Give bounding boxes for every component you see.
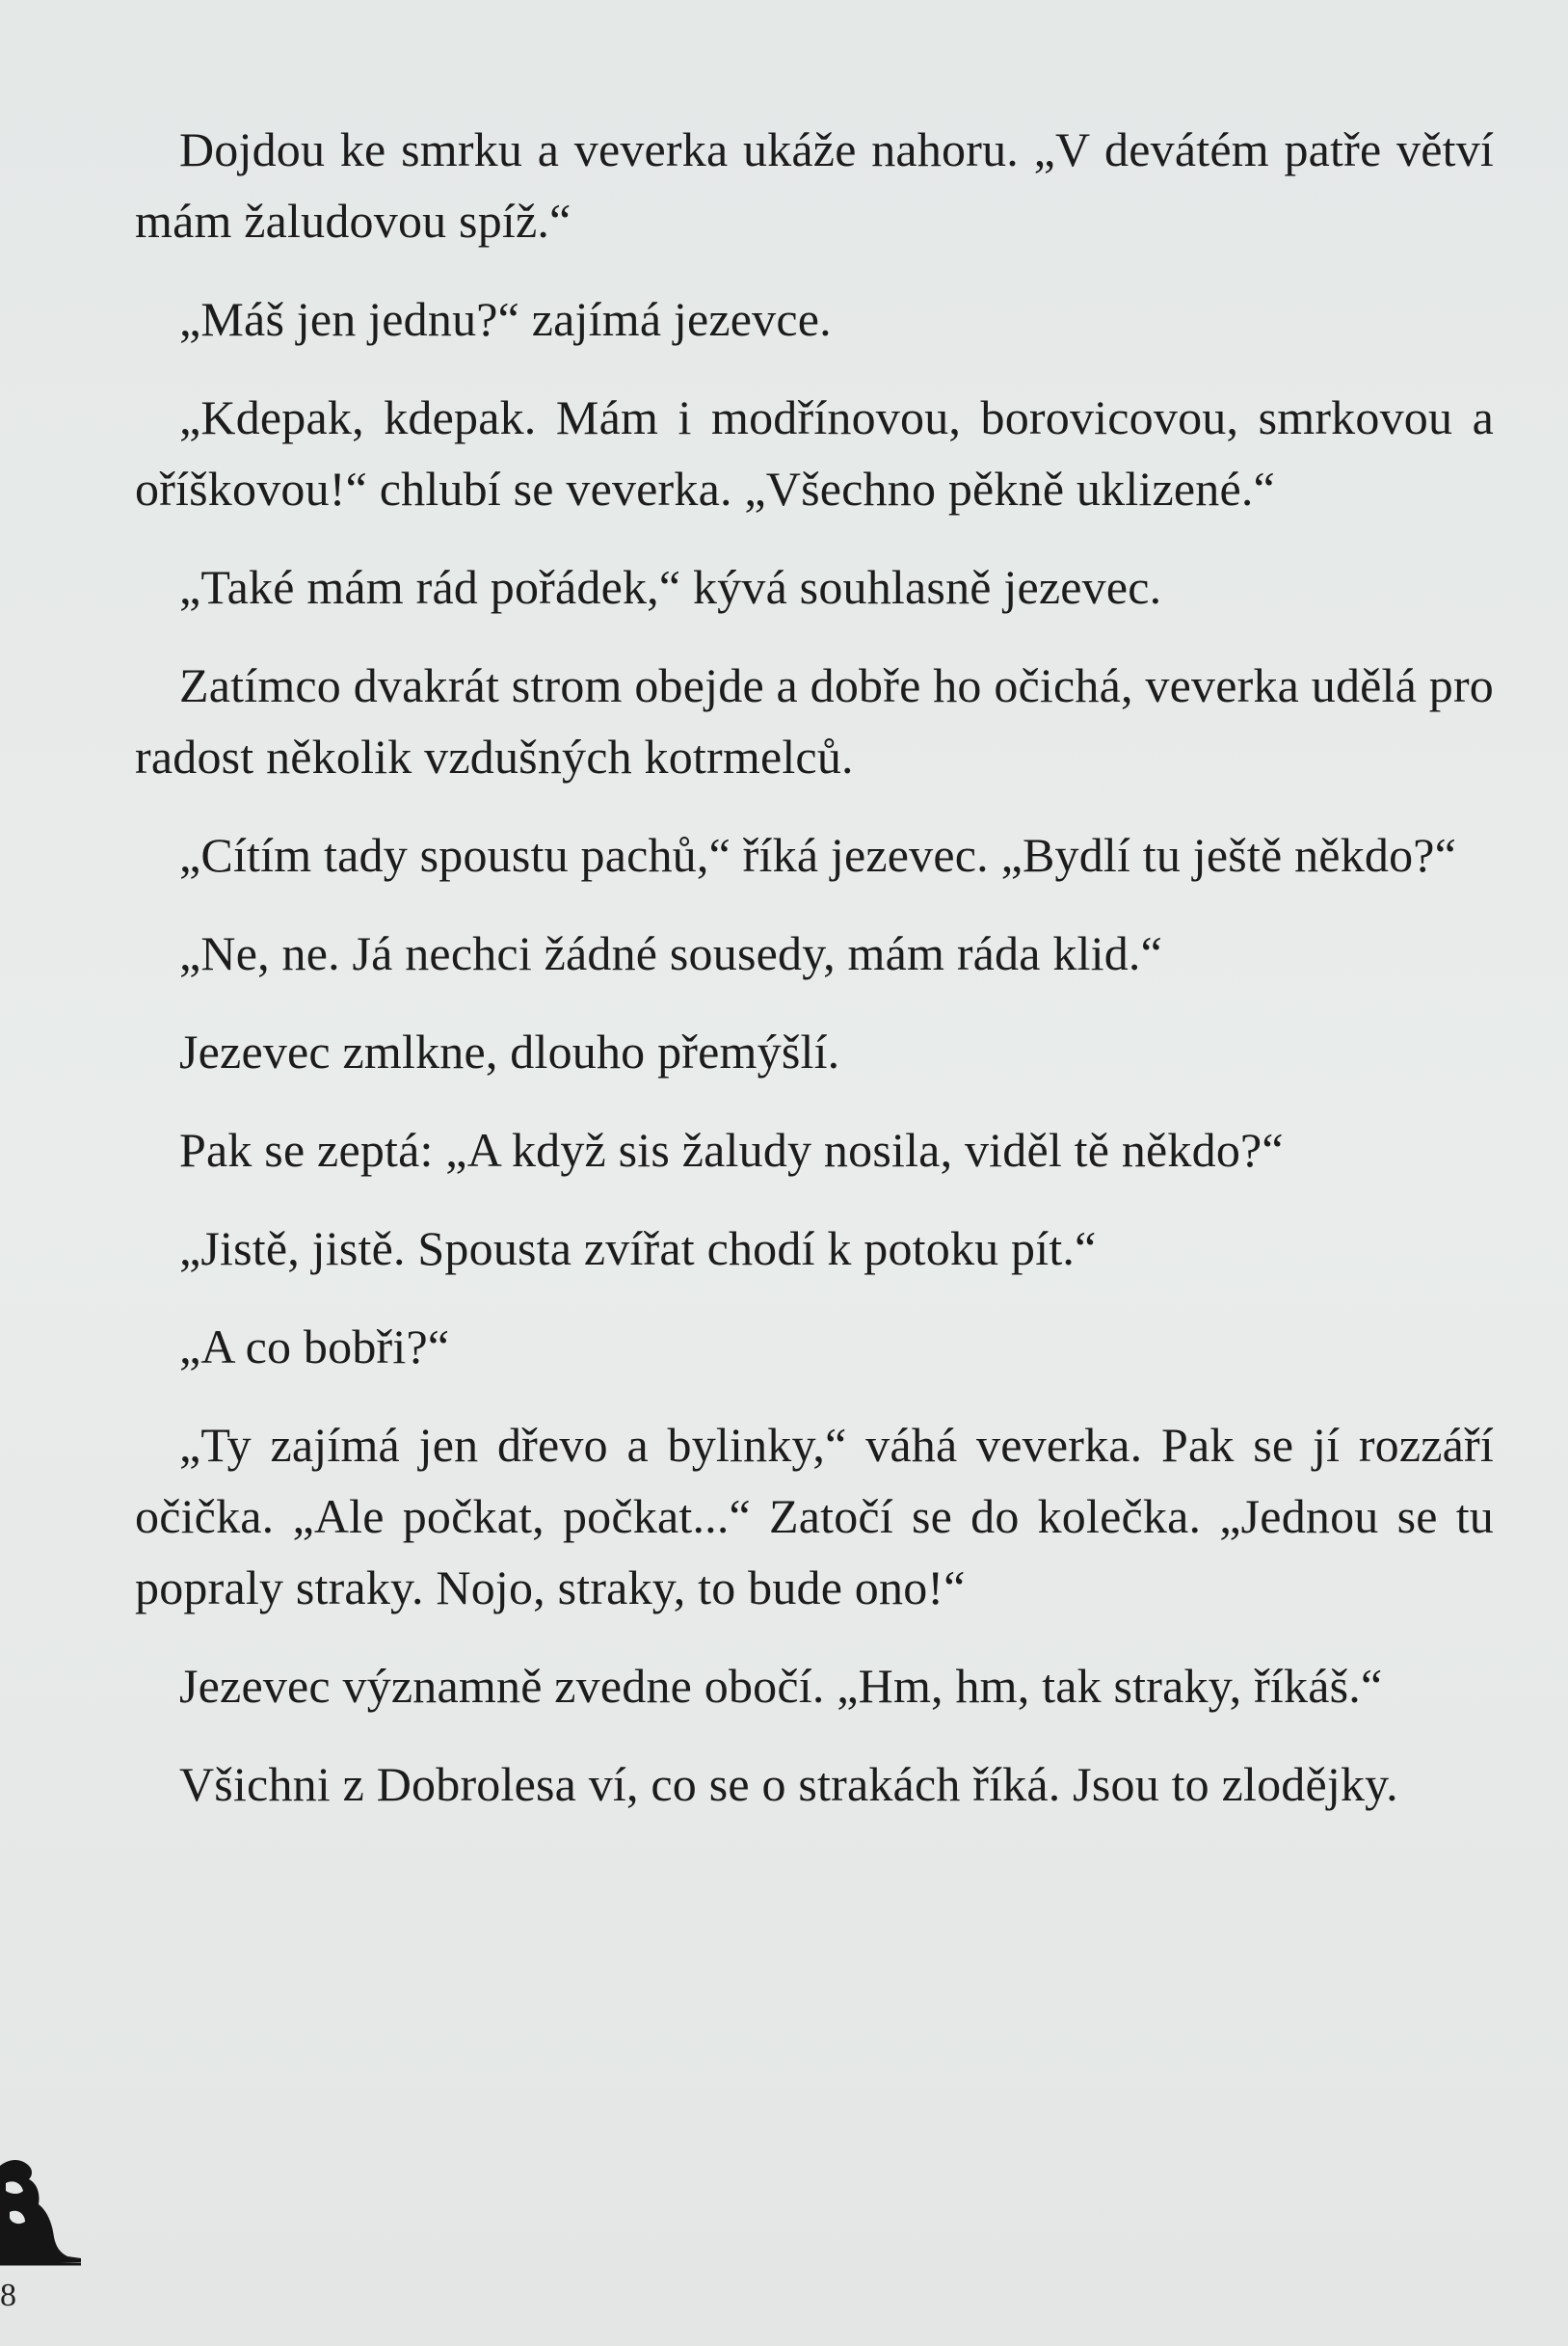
paragraph: Pak se zeptá: „A když sis žaludy nosila, viděl tě někdo?“ — [179, 1123, 1284, 1177]
paragraph: Dojdou ke smrku a veverka ukáže nahoru. „V devátém patře větví mám žaludovou spíž.“ — [135, 122, 1494, 248]
story-text — [135, 114, 1494, 1820]
paragraph: „Ty zajímá jen dřevo a bylinky,“ váhá veverka. Pak se jí rozzáří očička. „Ale počkat, počkat...“ Zatočí se do kolečka. „Jednou se tu popraly straky. Nojo, straky, to bude ono!“ — [135, 1418, 1494, 1614]
badge-silhouette-icon — [0, 2145, 87, 2270]
paragraph: „Také mám rád pořádek,“ kývá souhlasně jezevec. — [179, 560, 1162, 614]
paragraph: Zatímco dvakrát strom obejde a dobře ho očichá, veverka udělá pro radost několik vzdušných kotrmelců. — [135, 658, 1494, 784]
paragraph: „Kdepak, kdepak. Mám i modřínovou, borovicovou, smrkovou a oříškovou!“ chlubí se veverka. „Všechno pěkně uklizené.“ — [135, 390, 1494, 516]
paragraph: Jezevec zmlkne, dlouho přemýšlí. — [179, 1025, 840, 1079]
paragraph: „Máš jen jednu?“ zajímá jezevce. — [179, 292, 832, 346]
paragraph: „Jistě, jistě. Spousta zvířat chodí k potoku pít.“ — [179, 1221, 1097, 1275]
paragraph: „Ne, ne. Já nechci žádné sousedy, mám ráda klid.“ — [179, 926, 1163, 980]
page-number: 8 — [0, 2278, 16, 2313]
paragraph: Všichni z Dobrolesa ví, co se o strakách říká. Jsou to zlodějky. — [179, 1757, 1398, 1811]
paragraph: „A co bobři?“ — [179, 1320, 450, 1373]
paragraph: „Cítím tady spoustu pachů,“ říká jezevec. „Bydlí tu ještě někdo?“ — [179, 828, 1457, 882]
paragraph: Jezevec významně zvedne obočí. „Hm, hm, tak straky, říkáš.“ — [179, 1659, 1383, 1713]
